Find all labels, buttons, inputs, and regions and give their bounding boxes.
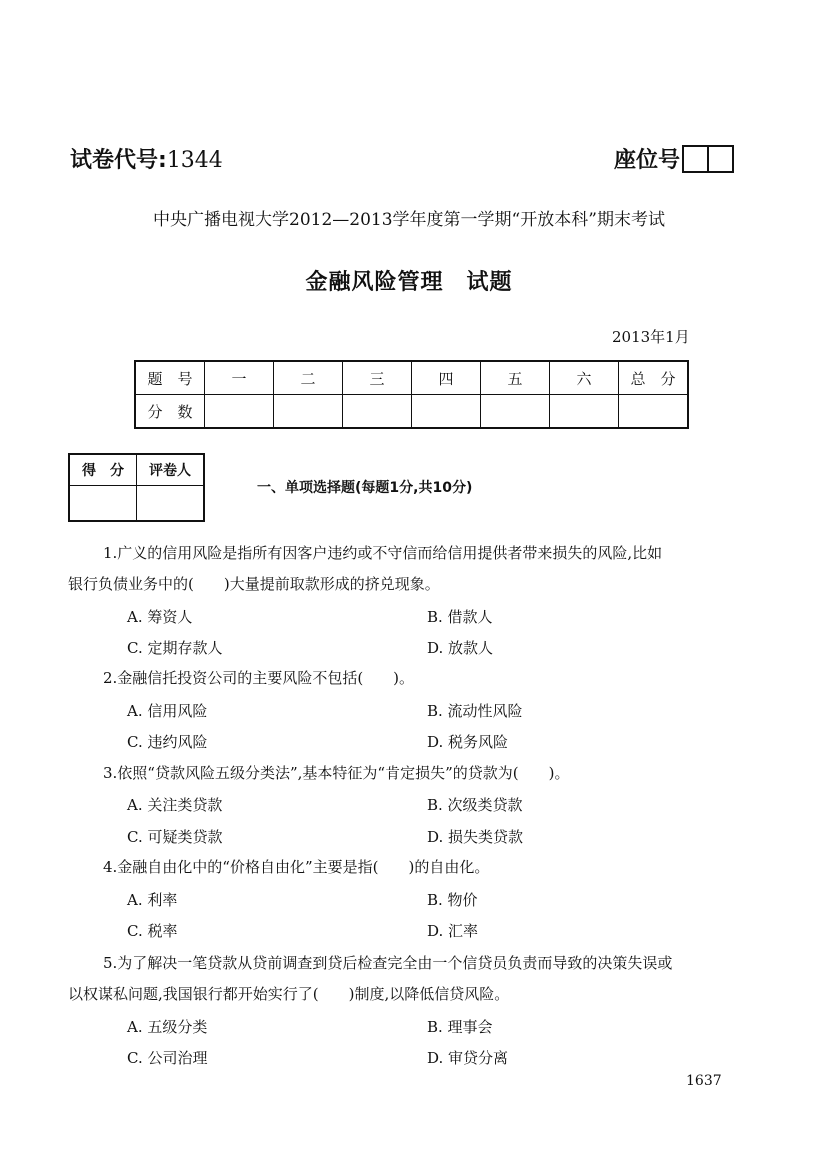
score-cell: [550, 395, 619, 429]
score-cell: [412, 395, 481, 429]
question-2-option-d: D. 税务风险: [427, 733, 509, 751]
question-2-line-1: 2.金融信托投资公司的主要风险不包括( )。: [103, 669, 415, 687]
question-1-option-d: D. 放款人: [427, 639, 494, 657]
question-4-option-d: D. 汇率: [427, 922, 479, 940]
exam-title: 金融风险管理 试题: [305, 270, 513, 295]
question-5-line-2: 以权谋私问题,我国银行都开始实行了( )制度,以降低信贷风险。: [68, 985, 510, 1003]
score-table-header-row: [135, 361, 688, 395]
paper-code-value: 1344: [166, 148, 223, 173]
score-table-row-label: 分 数: [135, 395, 205, 429]
page-number: 1637: [686, 1073, 722, 1089]
question-3-option-b: B. 次级类贷款: [427, 796, 523, 814]
question-1-option-a: A. 筹资人: [127, 608, 193, 626]
question-1-line-2: 银行负债业务中的( )大量提前取款形成的挤兑现象。: [68, 575, 440, 593]
question-2-option-c: C. 违约风险: [127, 733, 208, 751]
question-1-line-1: 1.广义的信用风险是指所有因客户违约或不守信而给信用提供者带来损失的风险,比如: [103, 544, 663, 562]
score-table-col: 二: [274, 361, 343, 395]
question-2-option-a: A. 信用风险: [127, 702, 208, 720]
seat-number: [614, 143, 734, 174]
paper-code-label: 试卷代号:: [70, 148, 167, 173]
question-5-option-a: A. 五级分类: [127, 1018, 208, 1036]
question-5-line-1: 5.为了解决一笔贷款从贷前调查到贷后检查完全由一个信贷员负责而导致的决策失误或: [103, 954, 673, 972]
question-2-option-b: B. 流动性风险: [427, 702, 523, 720]
question-3-option-d: D. 损失类贷款: [427, 828, 524, 846]
paper-code: [70, 143, 223, 174]
score-table-row-label: 题 号: [135, 361, 205, 395]
score-table-col: 四: [412, 361, 481, 395]
question-4-option-c: C. 税率: [127, 922, 178, 940]
score-table-score-row: [135, 395, 688, 429]
score-cell: [205, 395, 274, 429]
score-table: [134, 360, 689, 429]
exam-date: 2013年1月: [612, 328, 690, 346]
score-cell: [343, 395, 412, 429]
seat-box: [682, 145, 709, 173]
section-title: 一、单项选择题(每题1分,共10分): [257, 480, 473, 496]
question-3-option-c: C. 可疑类贷款: [127, 828, 223, 846]
score-table-col: 总 分: [619, 361, 689, 395]
question-1-option-b: B. 借款人: [427, 608, 493, 626]
question-5-option-d: D. 审贷分离: [427, 1049, 509, 1067]
question-3-line-1: 3.依照“贷款风险五级分类法”,基本特征为“肯定损失”的贷款为( )。: [103, 764, 570, 782]
question-3-option-a: A. 关注类贷款: [127, 796, 223, 814]
question-5-option-c: C. 公司治理: [127, 1049, 208, 1067]
question-4-line-1: 4.金融自由化中的“价格自由化”主要是指( )的自由化。: [103, 858, 490, 876]
score-cell: [274, 395, 343, 429]
score-table-col: 六: [550, 361, 619, 395]
grader-score-cell: [69, 486, 137, 522]
grader-name-label: 评卷人: [137, 454, 205, 486]
score-table-col: 三: [343, 361, 412, 395]
seat-box: [709, 145, 734, 173]
question-5-option-b: B. 理事会: [427, 1018, 493, 1036]
seat-number-boxes: [682, 145, 734, 173]
question-4-option-b: B. 物价: [427, 891, 478, 909]
exam-subtitle: 中央广播电视大学2012—2013学年度第一学期“开放本科”期末考试: [153, 210, 665, 230]
seat-number-label: 座位号: [614, 148, 681, 173]
grader-score-label: 得 分: [69, 454, 137, 486]
score-table-col: 五: [481, 361, 550, 395]
score-cell: [619, 395, 689, 429]
score-table-col: 一: [205, 361, 274, 395]
score-cell: [481, 395, 550, 429]
grader-box: [68, 453, 205, 522]
grader-name-cell: [137, 486, 205, 522]
question-4-option-a: A. 利率: [127, 891, 178, 909]
question-1-option-c: C. 定期存款人: [127, 639, 223, 657]
